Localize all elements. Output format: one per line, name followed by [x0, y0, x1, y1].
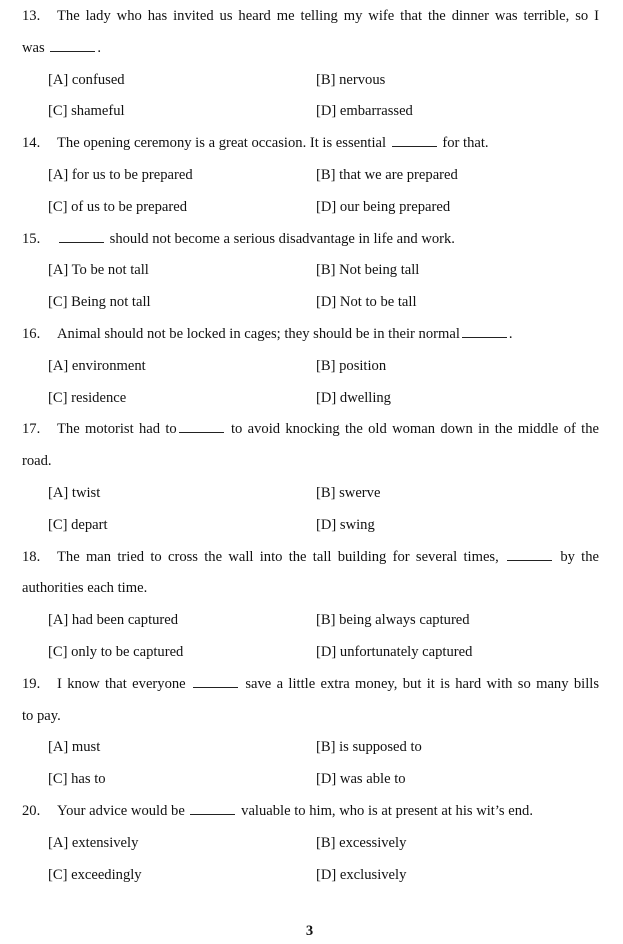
option-d: [D] was able to: [316, 771, 406, 788]
question-text-line: [0, 701, 623, 733]
option-d: [D] embarrassed: [316, 103, 413, 120]
question-text: The lady who has invited us heard me telling my wife that the dinner was terrible, so I: [57, 8, 599, 24]
answer-blank: [59, 230, 104, 243]
question-text: for that.: [442, 135, 489, 152]
question-text-line: [0, 796, 623, 828]
option-a: [A] had been captured: [48, 612, 179, 629]
options-row: [0, 637, 623, 669]
question-20: [0, 796, 623, 891]
option-a: [A] for us to be prepared: [48, 166, 193, 183]
option-d: [D] our being prepared: [316, 198, 451, 215]
question-number: 16.: [22, 325, 41, 342]
question-text: The man tried to cross the wall into the tall building for several times,: [57, 548, 499, 565]
options-row: [0, 383, 623, 415]
options-row: [0, 351, 623, 383]
question-text: by the: [560, 548, 600, 565]
answer-blank: [507, 548, 552, 561]
question-17: [0, 414, 623, 541]
option-b: [B] swerve: [316, 484, 381, 501]
question-text: Your advice would be: [57, 802, 185, 819]
question-number: 14.: [22, 135, 41, 152]
option-c: [C] exceedingly: [48, 866, 142, 883]
answer-blank: [193, 675, 238, 688]
question-number: 15.: [22, 230, 41, 247]
option-d: [D] dwelling: [316, 389, 391, 406]
option-b: [B] Not being tall: [316, 262, 420, 279]
questions-list: [0, 1, 623, 891]
question-text: .: [97, 39, 102, 56]
options-row: [0, 192, 623, 224]
question-19: [0, 669, 623, 796]
question-16: [0, 319, 623, 414]
question-text: authorities each time.: [22, 580, 148, 597]
option-a: [A] environment: [48, 357, 146, 374]
options-row: [0, 764, 623, 796]
option-a: [A] must: [48, 739, 101, 756]
question-text: save a little extra money, but it is hard with so many bills: [245, 675, 599, 692]
question-number: 13.: [22, 8, 41, 24]
question-text: The opening ceremony is a great occasion. It is essential: [57, 135, 387, 152]
question-text: to pay.: [22, 707, 61, 724]
question-text-line: [0, 1, 623, 33]
question-text-line: [0, 542, 623, 574]
answer-blank: [190, 802, 235, 815]
option-d: [D] unfortunately captured: [316, 643, 473, 660]
question-text-line: [0, 414, 623, 446]
question-text: was: [22, 39, 45, 56]
option-a: [A] extensively: [48, 834, 139, 851]
option-b: [B] being always captured: [316, 612, 470, 629]
option-d: [D] exclusively: [316, 866, 407, 883]
option-b: [B] is supposed to: [316, 739, 422, 756]
options-row: [0, 510, 623, 542]
question-text-line: [0, 573, 623, 605]
question-number: 18.: [22, 548, 41, 565]
question-text: The motorist had to: [57, 421, 177, 438]
question-number: 19.: [22, 675, 41, 692]
options-row: [0, 160, 623, 192]
options-row: [0, 255, 623, 287]
answer-blank: [462, 325, 507, 338]
option-a: [A] twist: [48, 484, 101, 501]
question-text-line: [0, 446, 623, 478]
option-b: [B] excessively: [316, 834, 407, 851]
option-b: [B] nervous: [316, 71, 386, 88]
option-d: [D] swing: [316, 516, 375, 533]
options-row: [0, 860, 623, 892]
option-c: [C] has to: [48, 771, 106, 788]
options-row: [0, 605, 623, 637]
question-text: to avoid knocking the old woman down in the middle of the: [230, 421, 599, 438]
option-c: [C] depart: [48, 516, 108, 533]
option-c: [C] only to be captured: [48, 643, 184, 660]
options-row: [0, 478, 623, 510]
question-18: [0, 542, 623, 669]
options-row: [0, 732, 623, 764]
question-text: I know that everyone: [57, 675, 186, 692]
answer-blank: [179, 420, 224, 433]
question-13: [0, 1, 623, 128]
options-row: [0, 287, 623, 319]
answer-blank: [392, 134, 437, 147]
question-14: [0, 128, 623, 223]
question-text-line: [0, 669, 623, 701]
options-row: [0, 96, 623, 128]
answer-blank: [50, 39, 95, 52]
question-text-line: [0, 128, 623, 160]
question-text: should not become a serious disadvantage in life and work.: [109, 230, 455, 247]
option-c: [C] shameful: [48, 103, 125, 120]
question-text-line: [0, 33, 623, 65]
question-15: [0, 224, 623, 319]
page-number: 3: [305, 923, 314, 939]
question-number: 20.: [22, 802, 41, 819]
question-text: Animal should not be locked in cages; they should be in their normal: [57, 325, 460, 342]
option-b: [B] position: [316, 357, 387, 374]
option-a: [A] confused: [48, 71, 125, 88]
options-row: [0, 65, 623, 97]
option-d: [D] Not to be tall: [316, 294, 417, 311]
question-number: 17.: [22, 421, 41, 438]
option-c: [C] Being not tall: [48, 294, 151, 311]
option-a: [A] To be not tall: [48, 262, 149, 279]
question-text: valuable to him, who is at present at his wit’s end.: [241, 802, 533, 819]
question-text: road.: [22, 453, 52, 470]
question-text: .: [508, 325, 513, 342]
options-row: [0, 828, 623, 860]
question-text-line: [0, 319, 623, 351]
question-text-line: [0, 224, 623, 256]
option-c: [C] residence: [48, 389, 127, 406]
option-b: [B] that we are prepared: [316, 166, 458, 183]
option-c: [C] of us to be prepared: [48, 198, 187, 215]
